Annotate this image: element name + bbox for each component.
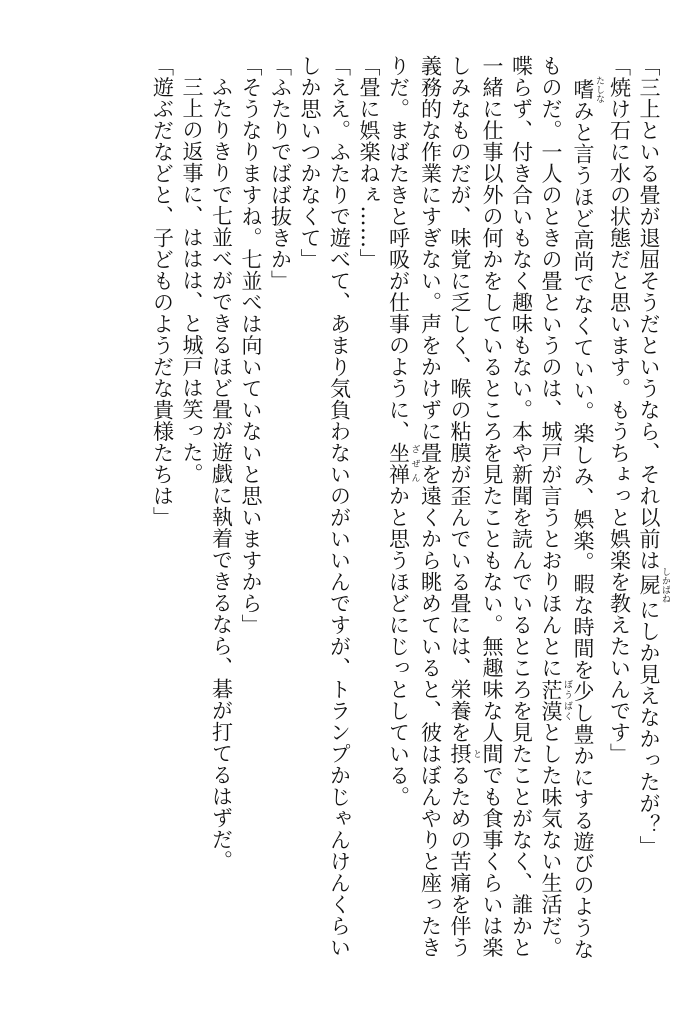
text-segment: とした味気ない生活だ。喋らず、付き合いもなく趣味もない。本や新聞を読んでいるところを見たことがなく、誰かと一緒に仕事以外の何かをしているところを見たこともない。無趣味な人間でも食事くらいは楽しみなものだが、味覚に乏しく、喉の粘膜が歪んでいる畳には、栄養を [448, 55, 563, 958]
ruby-reading: しかばね [660, 567, 670, 603]
text-segment: 「畳に娯楽ねぇ……」 [357, 55, 381, 270]
ruby-annotated-word [386, 442, 420, 485]
text-segment: 三上の返事に、ははは、と城戸は笑った。 [180, 76, 204, 485]
narration-paragraph [206, 55, 236, 975]
text-segment: 「ふたりでばば抜きか」 [268, 55, 293, 292]
ruby-base-text: 嗜 [571, 76, 595, 103]
ruby-base-text: 屍 [637, 567, 661, 603]
narration-paragraph [383, 55, 604, 975]
text-segment: るための苦痛を伴う義務的な作業にすぎない。声をかけずに畳を遠くから眺めていると、彼はぼんやりと座ったきりだ。まばたきと呼吸が仕事のように、 [386, 55, 472, 958]
text-segment: みと言うほど高尚でなくていい。楽しみ、娯楽。暇な時間を少し豊かにする遊びのようなものだ。一人のときの畳というのは、城戸が言うとおりほんとに [539, 55, 595, 961]
vertical-text-body [40, 55, 670, 975]
ruby-reading: と [471, 743, 481, 765]
dialogue-paragraph [295, 55, 354, 975]
text-segment: にしか見えなかったが？」 [637, 599, 661, 857]
ruby-annotated-word [571, 76, 604, 103]
ruby-annotated-word [539, 678, 572, 722]
dialogue-paragraph [236, 55, 266, 975]
dialogue-paragraph [634, 55, 671, 975]
dialogue-paragraph [265, 55, 295, 975]
text-segment: 「そうなりますね。七並べは向いていないと思いますから」 [239, 55, 263, 636]
ruby-annotated-word [637, 567, 670, 603]
text-segment: ふたりきりで七並べができるほど畳が遊戯に執着できるなら、碁が打てるはずだ。 [209, 76, 234, 872]
ruby-reading: たしな [594, 76, 604, 103]
text-segment: 「焼け石に水の状態だと思います。もうちょっと娯楽を教えたいんです」 [607, 55, 632, 765]
ruby-reading: ぼうばく [562, 678, 572, 722]
text-segment: かと思うほどにじっとしている。 [386, 485, 411, 808]
narration-paragraph [177, 55, 207, 975]
dialogue-paragraph [604, 55, 634, 975]
ruby-base-text: 茫漠 [539, 678, 563, 722]
ruby-annotated-word [448, 743, 481, 765]
text-segment: 「ええ。ふたりで遊べて、あまり気負わないのがいいんですが、トランプかじゃんけんくらいしか思いつかなくて」 [298, 55, 352, 958]
text-segment: 「三上といる畳が退屈そうだというなら、それ以前は [637, 55, 661, 571]
text-segment: 「遊ぶだなどと、子どものようだな貴様たちは」 [150, 55, 175, 528]
dialogue-paragraph [147, 55, 177, 975]
ruby-base-text: 摂 [448, 743, 472, 765]
dialogue-paragraph [354, 55, 384, 975]
ruby-reading: ざぜん [409, 442, 420, 485]
ruby-base-text: 坐禅 [386, 442, 411, 485]
